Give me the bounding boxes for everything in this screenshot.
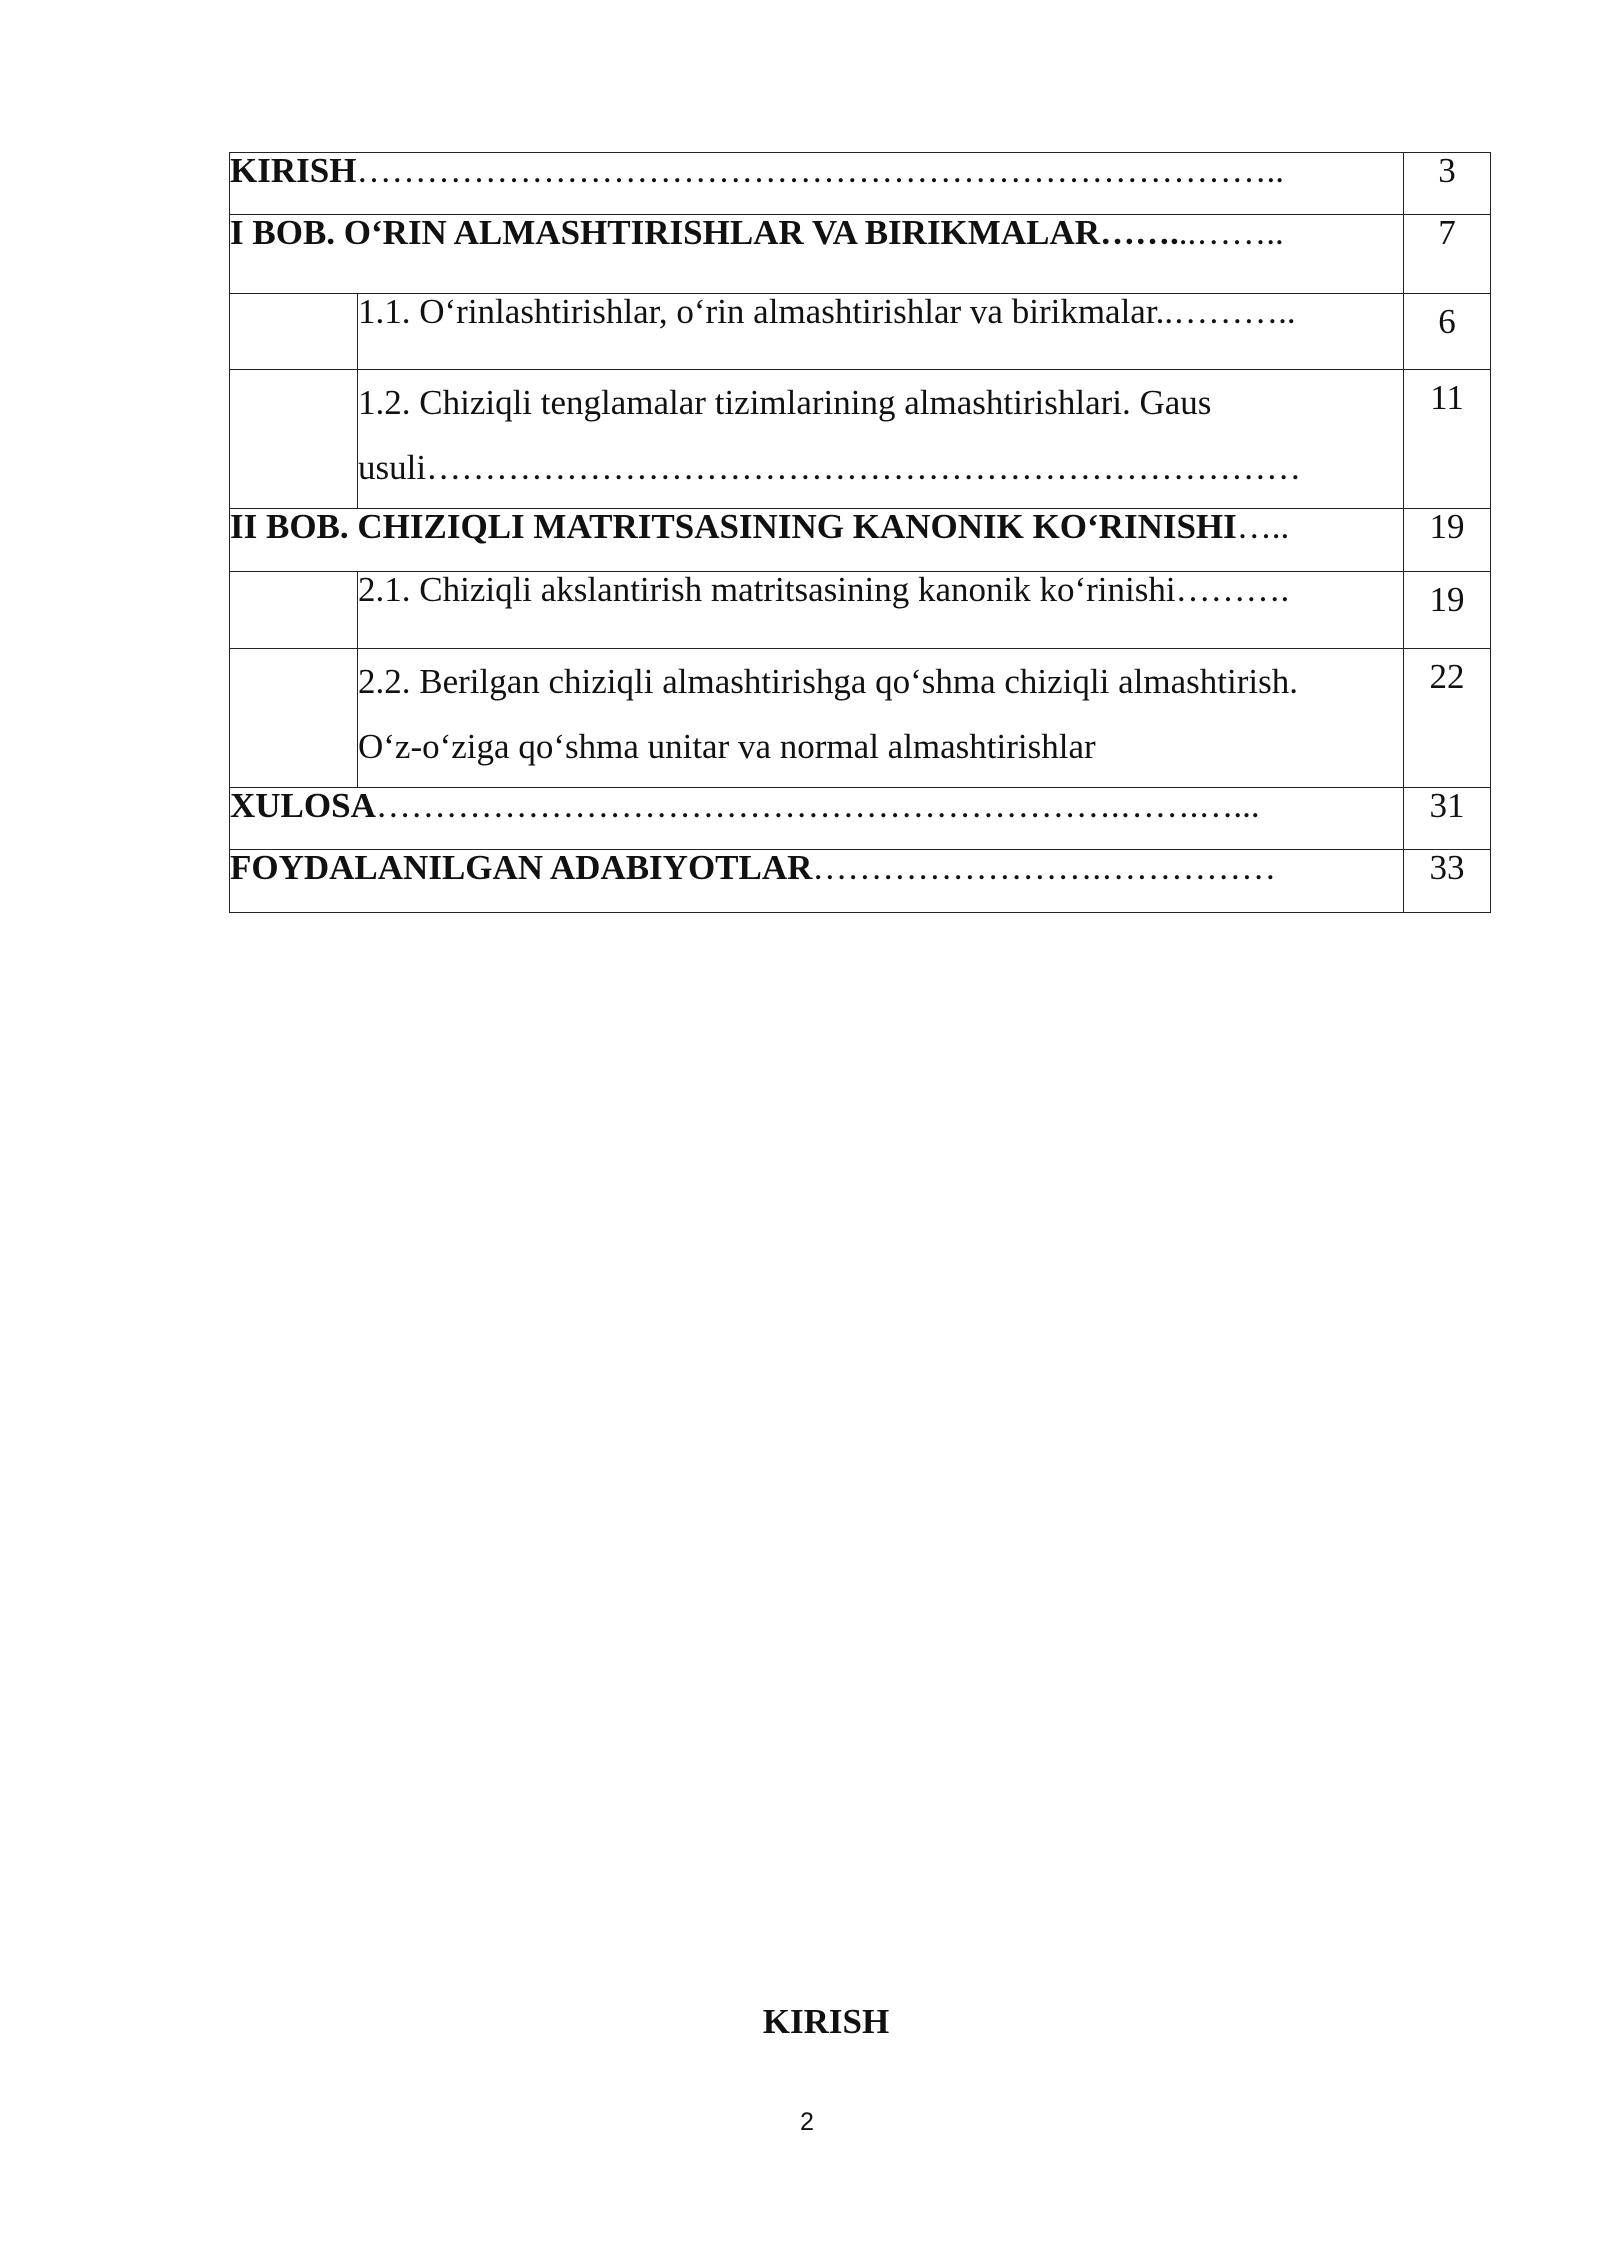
toc-entry-section-1-2[interactable] (358, 370, 1404, 509)
section-heading (0, 2002, 1600, 2042)
toc-indent-cell (230, 370, 358, 509)
toc-page-number: 22 (1404, 649, 1491, 788)
toc-page-number: 7 (1404, 215, 1491, 294)
toc-entry-xulosa[interactable] (230, 788, 1404, 850)
toc-entry-foydalanilgan-adabiyotlar[interactable] (230, 850, 1404, 913)
toc-page-number: 19 (1404, 572, 1491, 649)
toc-row-bob2 (230, 509, 1491, 572)
toc-entry-line: O‘z-o‘ziga qo‘shma unitar va normal almashtirishlar (358, 727, 1096, 766)
toc-row-2-1 (230, 572, 1491, 649)
toc-indent-cell (230, 294, 358, 370)
toc-entry-section-2-2[interactable] (358, 649, 1404, 788)
table-of-contents (229, 152, 1491, 913)
toc-page-number: 31 (1404, 788, 1491, 850)
toc-row-kirish (230, 153, 1491, 215)
toc-entry-title: FOYDALANILGAN ADABIYOTLAR (230, 849, 813, 887)
toc-entry-kirish[interactable] (230, 153, 1404, 215)
toc-entry-line: 1.2. Chiziqli tenglamalar tizimlarining almashtirishlari. Gaus (358, 383, 1212, 422)
toc-entry-section-1-1[interactable]: 1.1. O‘rinlashtirishlar, o‘rin almashtirishlar va birikmalar..……….. (358, 294, 1404, 370)
toc-entry-title: II BOB. CHIZIQLI MATRITSASINING KANONIK KO‘RINISHI (230, 508, 1237, 546)
toc-entry-dots: ….. (1236, 508, 1290, 546)
toc-page-number: 33 (1404, 850, 1491, 913)
toc-entry-title: I BOB. O‘RIN ALMASHTIRISHLAR VA BIRIKMALAR……. (230, 214, 1179, 252)
toc-entry-chapter-2[interactable] (230, 509, 1404, 572)
toc-entry-title: XULOSA (230, 787, 376, 825)
toc-page-number: 6 (1404, 294, 1491, 370)
toc-entry-line: usuli………………………………………………………………… (358, 448, 1302, 487)
toc-entry-line: 2.2. Berilgan chiziqli almashtirishga qo‘shma chiziqli almashtirish. (358, 662, 1298, 701)
toc-entry-title: KIRISH (230, 152, 357, 190)
toc-entry-dots: ..…….. (1178, 214, 1284, 252)
page-footer (0, 2108, 1600, 2137)
toc-page-number: 3 (1404, 153, 1491, 215)
toc-entry-dots: …………………………………………………………………….. (356, 152, 1284, 190)
toc-page-number: 11 (1404, 370, 1491, 509)
toc-entry-chapter-1[interactable] (230, 215, 1404, 294)
toc-entry-dots: ……………………………………………………….…….…... (375, 787, 1260, 825)
toc-indent-cell (230, 649, 358, 788)
toc-row-xulosa (230, 788, 1491, 850)
toc-row-bob1 (230, 215, 1491, 294)
toc-page-number: 19 (1404, 509, 1491, 572)
toc-entry-dots: …………………….…………… (812, 849, 1277, 887)
section-heading-text: KIRISH (762, 2002, 890, 2041)
toc-row-1-1 (230, 294, 1491, 370)
toc-row-2-2 (230, 649, 1491, 788)
toc-row-foydalanilgan (230, 850, 1491, 913)
toc-indent-cell (230, 572, 358, 649)
page-number: 2 (800, 2108, 814, 2136)
toc-row-1-2 (230, 370, 1491, 509)
toc-entry-section-2-1[interactable]: 2.1. Chiziqli akslantirish matritsasining kanonik ko‘rinishi………. (358, 572, 1404, 649)
